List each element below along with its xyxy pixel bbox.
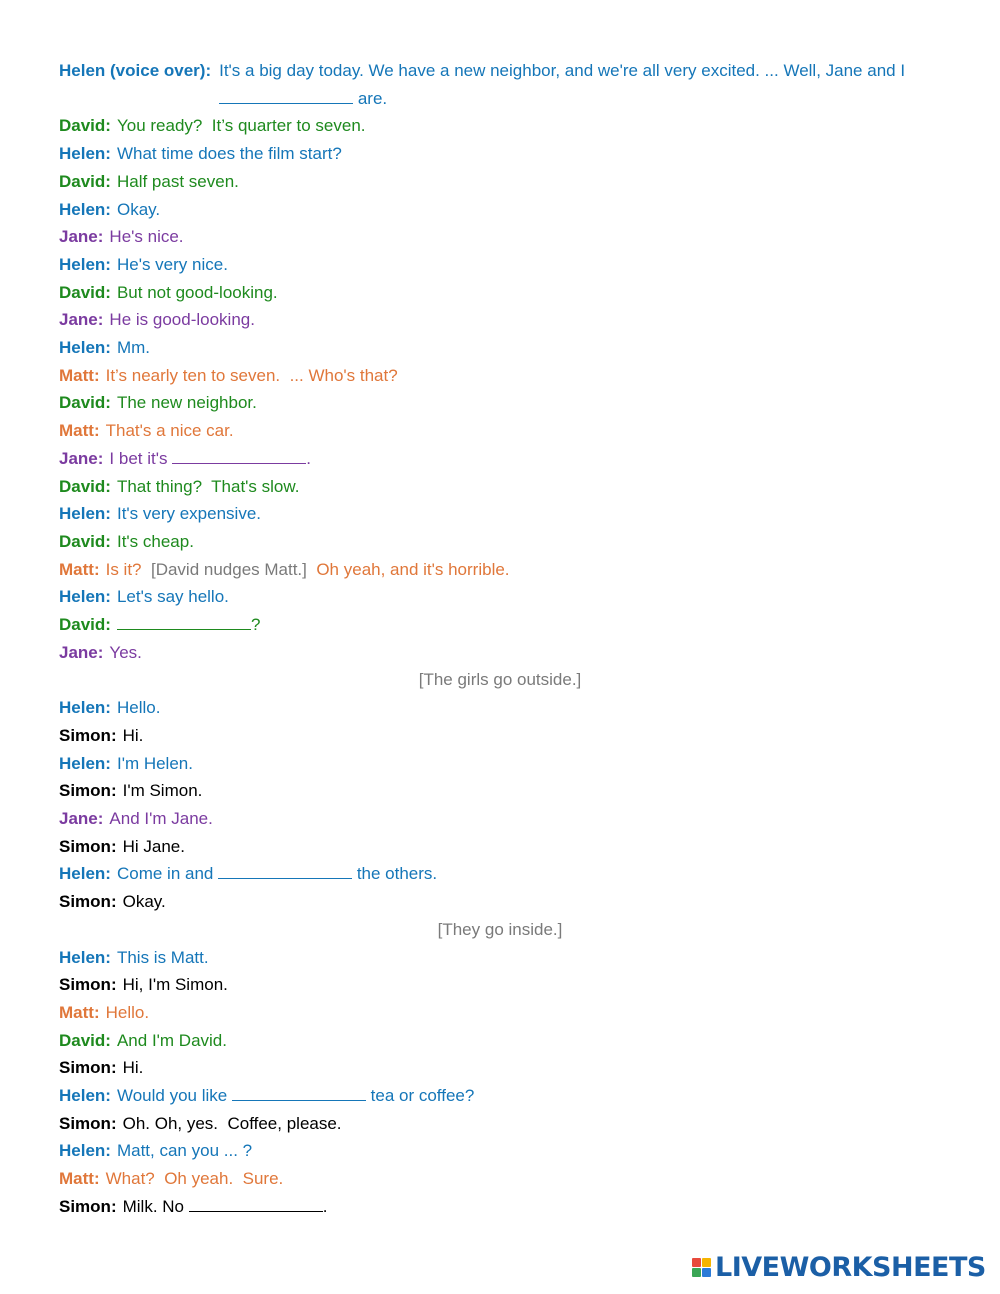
line-text-part: Hi, I'm Simon. xyxy=(122,975,228,995)
transcript-line-david xyxy=(59,528,959,556)
line-text xyxy=(123,781,203,800)
line-text-part: And I'm David. xyxy=(116,1030,227,1050)
line-text-part: Oh yeah, and it's horrible. xyxy=(306,559,510,579)
line-text-part: And I'm Jane. xyxy=(109,808,213,828)
speaker-name: Jane: xyxy=(59,808,104,828)
transcript-line-jane xyxy=(59,639,959,667)
speaker-name: Simon: xyxy=(59,1113,117,1133)
line-text-part: ? xyxy=(250,615,261,635)
speaker-name: Helen: xyxy=(59,753,111,773)
line-text xyxy=(117,864,437,883)
transcript-line-jane xyxy=(59,223,959,251)
logo-mark-square xyxy=(702,1268,711,1277)
line-text xyxy=(219,57,924,112)
transcript-line-jane xyxy=(59,805,959,833)
transcript-line-helen xyxy=(59,583,959,611)
line-text xyxy=(123,726,144,745)
transcript-line-jane xyxy=(59,445,959,473)
logo-mark-square xyxy=(702,1258,711,1267)
line-text-part: This is Matt. xyxy=(116,947,209,967)
transcript-line-david xyxy=(59,473,959,501)
logo-mark-icon xyxy=(692,1258,711,1277)
line-text xyxy=(123,1058,144,1077)
transcript-line-david xyxy=(59,112,959,140)
fill-in-blank[interactable] xyxy=(189,1196,323,1212)
speaker-name: Simon: xyxy=(59,781,117,801)
transcript-line-matt xyxy=(59,362,959,390)
stage-direction-inline: [David nudges Matt.] xyxy=(150,559,307,579)
transcript-line-david xyxy=(59,389,959,417)
speaker-name: David: xyxy=(59,531,111,551)
line-text-part: He is good-looking. xyxy=(109,310,255,330)
line-text xyxy=(117,587,229,606)
speaker-name: David: xyxy=(59,1030,111,1050)
speaker-name: Simon: xyxy=(59,1196,117,1216)
line-text-part: Would you like xyxy=(116,1086,232,1106)
transcript-line-david xyxy=(59,611,959,639)
line-text xyxy=(106,366,398,385)
line-text xyxy=(117,698,160,717)
line-text-part: What? Oh yeah. Sure. xyxy=(105,1169,284,1189)
line-text-part: Half past seven. xyxy=(116,171,239,191)
line-text-part: It's a big day today. We have a new neighbor, and we're all very excited. ... Well, Jane and I xyxy=(219,61,906,80)
transcript-line-helen xyxy=(59,140,959,168)
fill-in-blank[interactable] xyxy=(117,614,251,630)
speaker-name: Helen: xyxy=(59,587,111,607)
speaker-name: David: xyxy=(59,116,111,136)
transcript-line-simon xyxy=(59,971,959,999)
line-text-part: I bet it's xyxy=(109,448,173,468)
line-text-part: Is it? xyxy=(105,559,151,579)
line-text xyxy=(117,393,257,412)
speaker-name: Jane: xyxy=(59,448,104,468)
transcript-line-helen xyxy=(59,251,959,279)
line-text xyxy=(117,255,228,274)
speaker-name: Helen: xyxy=(59,1086,111,1106)
transcript-line-helen-voiceover xyxy=(59,57,959,112)
speaker-name: Simon: xyxy=(59,1058,117,1078)
transcript-line-helen xyxy=(59,334,959,362)
speaker-name: David: xyxy=(59,171,111,191)
transcript-line-simon xyxy=(59,777,959,805)
speaker-name: David: xyxy=(59,615,111,635)
line-text-part: He's very nice. xyxy=(116,254,228,274)
line-text xyxy=(109,809,212,828)
transcript-line-simon xyxy=(59,1054,959,1082)
line-text xyxy=(117,948,209,967)
line-text xyxy=(117,338,150,357)
line-text xyxy=(123,837,185,856)
line-text xyxy=(109,227,183,246)
transcript-line-simon xyxy=(59,722,959,750)
line-text-part: That's a nice car. xyxy=(105,421,234,441)
line-text xyxy=(123,975,228,994)
dialogue-lines xyxy=(59,112,959,1220)
line-text-part: I'm Simon. xyxy=(122,781,203,801)
line-text xyxy=(117,1086,474,1105)
line-text-part: are. xyxy=(353,88,388,108)
speaker-name: Simon: xyxy=(59,725,117,745)
line-text xyxy=(106,1169,284,1188)
speaker-name: Helen: xyxy=(59,1141,111,1161)
speaker-name: David: xyxy=(59,476,111,496)
line-text xyxy=(109,310,255,329)
speaker-name: Jane: xyxy=(59,227,104,247)
line-text xyxy=(106,421,234,440)
line-text xyxy=(106,1003,149,1022)
transcript-line-helen xyxy=(59,860,959,888)
line-text-part: Mm. xyxy=(116,338,151,358)
fill-in-blank[interactable] xyxy=(172,448,306,464)
line-text-part: Matt, can you ... ? xyxy=(116,1141,253,1161)
speaker-name: Matt: xyxy=(59,365,100,385)
speaker-name: Helen: xyxy=(59,338,111,358)
fill-in-blank[interactable] xyxy=(218,863,352,879)
speaker-name: Matt: xyxy=(59,559,100,579)
transcript-line-matt xyxy=(59,999,959,1027)
transcript-line-helen xyxy=(59,750,959,778)
speaker-name: David: xyxy=(59,282,111,302)
speaker-name: Matt: xyxy=(59,1002,100,1022)
speaker-name: Helen: xyxy=(59,199,111,219)
line-text-part: Oh. Oh, yes. Coffee, please. xyxy=(122,1113,342,1133)
transcript-line-helen xyxy=(59,1137,959,1165)
transcript-line-simon xyxy=(59,1193,959,1221)
line-text-part: The new neighbor. xyxy=(116,393,257,413)
line-text xyxy=(117,754,193,773)
line-text xyxy=(117,477,299,496)
transcript-line-matt xyxy=(59,417,959,445)
speaker-name: Helen: xyxy=(59,144,111,164)
stage-direction: [The girls go outside.] xyxy=(418,670,582,690)
line-text-part: tea or coffee? xyxy=(365,1086,475,1106)
line-text xyxy=(117,116,366,135)
line-text xyxy=(123,892,166,911)
transcript-line-david xyxy=(59,279,959,307)
line-text-part: I'm Helen. xyxy=(116,753,193,773)
speaker-name: Helen: xyxy=(59,864,111,884)
logo-mark-square xyxy=(692,1258,701,1267)
line-text-part: Let's say hello. xyxy=(116,587,229,607)
line-text xyxy=(117,1141,252,1160)
line-text-part: It's cheap. xyxy=(116,531,194,551)
line-text-part: Come in and xyxy=(116,864,219,884)
transcript-line-helen xyxy=(59,694,959,722)
line-text-part: It’s nearly ten to seven. ... Who's that? xyxy=(105,365,398,385)
line-text-part: Hello. xyxy=(116,698,161,718)
line-text xyxy=(117,200,160,219)
line-text-part: the others. xyxy=(352,864,438,884)
transcript-line-david xyxy=(59,168,959,196)
transcript-line-simon xyxy=(59,888,959,916)
transcript-line-helen xyxy=(59,196,959,224)
transcript-line-helen xyxy=(59,944,959,972)
line-text-part: It's very expensive. xyxy=(116,504,261,524)
fill-in-blank[interactable] xyxy=(232,1085,366,1101)
transcript-line-simon xyxy=(59,833,959,861)
line-text-part: But not good-looking. xyxy=(116,282,278,302)
line-text xyxy=(117,532,194,551)
line-text-part: Okay. xyxy=(122,892,166,912)
speaker-name: Helen: xyxy=(59,698,111,718)
speaker-name: Matt: xyxy=(59,1169,100,1189)
transcript-line-david xyxy=(59,1027,959,1055)
line-text-part: Hi. xyxy=(122,725,144,745)
line-text xyxy=(117,283,278,302)
speaker-name: Jane: xyxy=(59,310,104,330)
fill-in-blank[interactable] xyxy=(219,88,353,104)
line-text-part: You ready? It’s quarter to seven. xyxy=(116,116,366,136)
line-text-part: What time does the film start? xyxy=(116,144,342,164)
liveworksheets-logo xyxy=(692,1252,986,1283)
line-text xyxy=(117,172,239,191)
line-text-part: He's nice. xyxy=(109,227,184,247)
logo-mark-square xyxy=(692,1268,701,1277)
transcript-line-helen xyxy=(59,1082,959,1110)
speaker-name: Helen: xyxy=(59,504,111,524)
line-text xyxy=(106,560,510,579)
line-text-part: Okay. xyxy=(116,199,161,219)
logo-text: LIVEWORKSHEETS xyxy=(715,1252,986,1283)
speaker-name: Helen (voice over): xyxy=(59,61,212,80)
transcript-line-matt xyxy=(59,1165,959,1193)
transcript-line-jane xyxy=(59,306,959,334)
line-text xyxy=(117,504,261,523)
speaker-name: Helen: xyxy=(59,947,111,967)
line-text xyxy=(123,1114,342,1133)
speaker-name: Matt: xyxy=(59,421,100,441)
line-text xyxy=(117,615,260,634)
speaker-name: Simon: xyxy=(59,836,117,856)
line-text-part: That thing? That's slow. xyxy=(116,476,300,496)
line-text xyxy=(117,144,342,163)
speaker-name: Simon: xyxy=(59,892,117,912)
line-text xyxy=(109,449,311,468)
line-text-part: Milk. No xyxy=(122,1196,189,1216)
stage-direction: [They go inside.] xyxy=(437,919,563,939)
line-text xyxy=(117,1031,227,1050)
speaker-name: Simon: xyxy=(59,975,117,995)
speaker-name: Jane: xyxy=(59,642,104,662)
speaker-name: David: xyxy=(59,393,111,413)
line-text xyxy=(123,1197,328,1216)
transcript-line-helen xyxy=(59,500,959,528)
line-text-part: Hi Jane. xyxy=(122,836,185,856)
line-text-part: Hello. xyxy=(105,1002,150,1022)
speaker-name: Helen: xyxy=(59,254,111,274)
line-text-part: Yes. xyxy=(109,642,142,662)
line-text-part: . xyxy=(306,448,311,468)
line-text-part: Hi. xyxy=(122,1058,144,1078)
line-text-part: . xyxy=(322,1196,328,1216)
transcript-line-simon xyxy=(59,1110,959,1138)
transcript-line-matt xyxy=(59,556,959,584)
line-text xyxy=(109,643,141,662)
transcript xyxy=(59,57,959,1221)
